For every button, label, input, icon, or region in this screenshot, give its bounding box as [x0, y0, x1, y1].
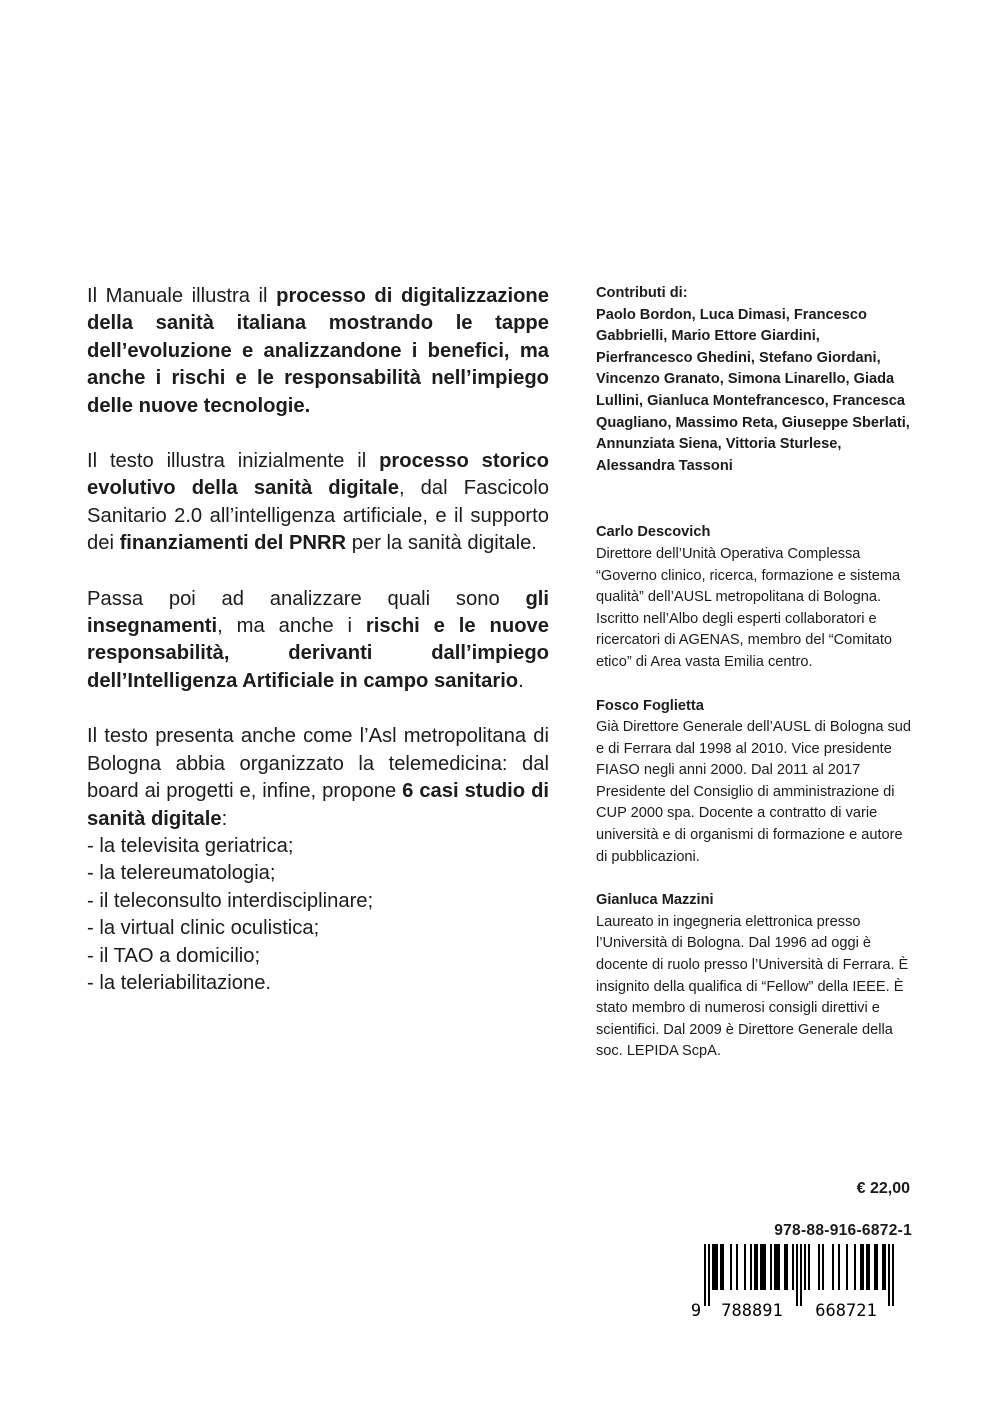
description-paragraph-3 — [87, 586, 549, 696]
author-block — [596, 890, 916, 1063]
barcode-bar — [888, 1244, 890, 1306]
bold-text-run: rischi e le nuove responsabilità, derivanti dall’impiego dell’Intelligenza Artificiale in campo sanitario — [87, 615, 550, 692]
barcode-bar — [744, 1244, 746, 1290]
bold-text-run: 6 casi studio di sanità digitale — [87, 780, 550, 830]
description-column — [87, 283, 549, 997]
barcode-bar — [876, 1244, 878, 1290]
barcode-bar — [750, 1244, 752, 1290]
contributors-block — [596, 283, 916, 477]
bold-text-run: finanziamenti del PNRR — [119, 532, 347, 555]
barcode-bar — [838, 1244, 840, 1290]
barcode-block — [690, 1222, 912, 1318]
list-item: - la telereumatologia; — [87, 862, 276, 885]
barcode-bar — [764, 1244, 766, 1290]
barcode-bar — [866, 1244, 868, 1290]
barcode-bar — [786, 1244, 788, 1290]
list-item: - la teleriabilitazione. — [87, 971, 272, 994]
text-run: : — [221, 807, 228, 830]
barcode-bar — [884, 1244, 886, 1290]
barcode-bar — [862, 1244, 864, 1290]
text-run: . — [518, 669, 524, 692]
barcode-bar — [800, 1244, 802, 1306]
barcode-bar — [716, 1244, 718, 1290]
barcode-bar — [868, 1244, 870, 1290]
list-item: - il teleconsulto interdisciplinare; — [87, 889, 374, 912]
list-item: - la televisita geriatrica; — [87, 834, 294, 857]
author-block — [596, 522, 916, 673]
barcode-bar — [804, 1244, 806, 1290]
description-paragraph-2 — [87, 448, 549, 558]
author-bio: Già Direttore Generale dell’AUSL di Bologna sud e di Ferrara dal 1998 al 2010. Vice presidente FIASO negli anni 2000. Dal 2011 al 2017 Presidente del Consiglio di amministrazione di CUP 2000 spa. Docente a contratto di varie università e di organismi di formazione e autore di pubblicazioni. — [596, 719, 912, 865]
barcode-bar — [722, 1244, 724, 1290]
barcode-bar — [774, 1244, 776, 1290]
text-run: Il testo illustra inizialmente il — [87, 450, 380, 473]
barcode-icon — [690, 1244, 912, 1318]
barcode-digits: 788891 — [721, 1301, 783, 1318]
author-name: Carlo Descovich — [596, 524, 711, 541]
barcode-bar — [874, 1244, 876, 1290]
list-item: - il TAO a domicilio; — [87, 944, 261, 967]
barcode-bar — [762, 1244, 764, 1290]
barcode-bar — [754, 1244, 756, 1290]
barcode-bar — [704, 1244, 706, 1306]
barcode-bar — [792, 1244, 794, 1290]
barcode-bar — [770, 1244, 772, 1290]
barcode-bar — [860, 1244, 862, 1290]
author-block — [596, 696, 916, 869]
barcode-bar — [778, 1244, 780, 1290]
barcode-bar — [882, 1244, 884, 1290]
authors-column — [596, 283, 916, 1085]
barcode-bar — [714, 1244, 716, 1290]
list-item: - la virtual clinic oculistica; — [87, 917, 320, 940]
barcode-bar — [846, 1244, 848, 1290]
author-name: Fosco Foglietta — [596, 697, 704, 714]
barcode-bar — [720, 1244, 722, 1290]
barcode-bar — [784, 1244, 786, 1290]
description-paragraph-1 — [87, 283, 549, 420]
case-study-list — [87, 833, 549, 997]
text-run: , ma anche i — [217, 615, 366, 638]
barcode-bar — [796, 1244, 798, 1306]
barcode-bar — [818, 1244, 820, 1290]
barcode-bar — [760, 1244, 762, 1290]
author-bio: Laureato in ingegneria elettronica presso l’Università di Bologna. Dal 1996 ad oggi è docente di ruolo presso l’Università di Ferrara. È insignito della qualifica di “Fellow” della IEEE. È stato membro di numerosi consigli direttivi e scientifici. Dal 2009 è Direttore Generale della soc. LEPIDA ScpA. — [596, 913, 909, 1060]
barcode-bar — [832, 1244, 834, 1290]
barcode-bar — [854, 1244, 856, 1290]
barcode-bar — [730, 1244, 732, 1290]
text-run: Il Manuale illustra il — [87, 285, 277, 307]
barcode-bar — [756, 1244, 758, 1290]
text-run: Il testo presenta anche come l’Asl metropolitana di Bologna abbia organizzato la telemedicina: dal board ai progetti e, infine, propone — [87, 725, 549, 803]
barcode-digits: 9 — [690, 1301, 702, 1318]
barcode-bar — [712, 1244, 714, 1290]
barcode-bar — [892, 1244, 894, 1306]
price-label: € 22,00 — [856, 1180, 910, 1197]
barcode-bar — [776, 1244, 778, 1290]
text-run: per la sanità digitale. — [346, 532, 537, 555]
isbn-label: 978-88-916-6872-1 — [774, 1222, 912, 1239]
barcode-bar — [822, 1244, 824, 1290]
text-run: , dal Fascicolo Sanitario 2.0 all’intelligenza artificiale, e il supporto dei — [87, 477, 549, 555]
bold-text-run: gli insegnamenti — [87, 587, 549, 638]
author-name: Gianluca Mazzini — [596, 892, 714, 909]
description-paragraph-4 — [87, 723, 549, 833]
barcode-digits: 668721 — [815, 1301, 877, 1318]
bold-text-run: processo storico evolutivo della sanità digitale — [87, 450, 549, 500]
author-bio: Direttore dell’Unità Operativa Complessa “Governo clinico, ricerca, formazione e sistema qualità” dell’AUSL metropolitana di Bologna. Iscritto nell’Albo degli esperti collaboratori e ricercatori di AGENAS, membro del “Comitato etico” di Area vasta Emilia centro. — [596, 545, 901, 670]
contributors-title: Contributi di: — [596, 285, 688, 301]
barcode-bar — [708, 1244, 710, 1306]
barcode-bar — [808, 1244, 810, 1290]
text-run: Passa poi ad analizzare quali sono — [87, 587, 526, 610]
contributors-names: Paolo Bordon, Luca Dimasi, Francesco Gabbrielli, Mario Ettore Giardini, Pierfrancesco Ghedini, Stefano Giordani, Vincenzo Granato, Simona Linarello, Giada Lullini, Gianluca Montefrancesco, Francesca Quagliano, Massimo Reta, Giuseppe Sberlati, Annunziata Siena, Vittoria Sturlese, Alessandra Tassoni — [596, 306, 910, 474]
bold-text-run: processo di digitalizzazione della sanità italiana mostrando le tappe dell’evoluzione e analizzandone i benefici, ma anche i rischi e le responsabilità nell’impiego delle nuove tecnologie. — [87, 285, 549, 417]
barcode-bar — [736, 1244, 738, 1290]
